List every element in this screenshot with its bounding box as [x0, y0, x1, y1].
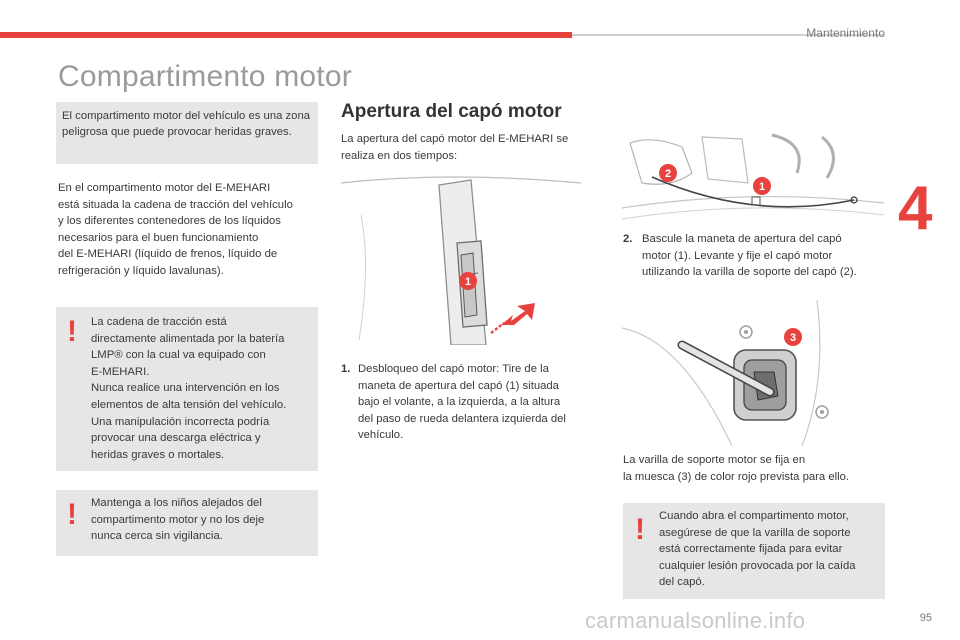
intro-line: del E-MEHARI (líquido de frenos, líquido de — [58, 248, 278, 261]
warning-box-children — [56, 490, 318, 556]
intro-line: refrigeración y líquido lavalunas). — [58, 264, 224, 277]
warning-line: heridas graves o mortales. — [91, 448, 225, 461]
warning-line: del capó. — [659, 576, 705, 589]
step-line: Desbloqueo del capó motor: Tire de la — [358, 363, 549, 375]
warning-line: Cuando abra el compartimento motor, — [659, 510, 849, 522]
figure-hood-support-rod — [622, 133, 884, 225]
hood-support-rod-illustration — [622, 133, 884, 225]
step-line: Bascule la maneta de apertura del capó — [642, 233, 842, 245]
warning-line: está correctamente fijada para evitar — [659, 543, 843, 556]
warning-line: E-MEHARI. — [91, 365, 150, 378]
step-line: motor (1). Levante y fije el capó motor — [642, 249, 833, 262]
warning-line: elementos de alta tensión del vehículo. — [91, 398, 287, 411]
warning-icon: ! — [67, 315, 77, 348]
section-intro-line: realiza en dos tiempos: — [341, 149, 458, 162]
step-line: bajo el volante, a la izquierda, a la altura — [358, 396, 561, 409]
intro-box-text: El compartimento motor del vehículo es una zona peligrosa que puede provocar heridas graves. — [62, 110, 311, 139]
step-line: del paso de rueda delantera izquierda del — [358, 412, 566, 425]
step-1 — [341, 361, 601, 444]
figure-hood-release-lever — [341, 175, 596, 345]
step-1-text — [358, 361, 601, 444]
support-notch-illustration — [622, 300, 884, 446]
warning-text — [91, 495, 313, 545]
step-line: vehículo. — [358, 429, 404, 442]
warning-line: La cadena de tracción está — [91, 316, 227, 328]
warning-line: Mantenga a los niños alejados del — [91, 497, 262, 509]
warning-line: Una manipulación incorrecta podría — [91, 415, 270, 428]
intro-line: En el compartimento motor del E-MEHARI — [58, 182, 271, 194]
warning-line: provocar una descarga eléctrica y — [91, 432, 261, 445]
watermark: carmanualsonline.info — [585, 608, 806, 633]
chapter-number: 4 — [898, 174, 933, 243]
intro-paragraph — [58, 180, 320, 280]
step-2-number: 2. — [623, 233, 633, 245]
pull-arrow-icon — [501, 303, 535, 325]
marker-1-label: 1 — [464, 276, 472, 288]
warning-box-traction — [56, 307, 318, 471]
section-title: Mantenimiento — [806, 26, 885, 40]
warning-box-hood — [623, 503, 885, 599]
page-number: 95 — [919, 612, 932, 624]
warning-line: LMP® con la cual va equipado con — [91, 349, 266, 362]
hood-release-lever-illustration — [341, 175, 596, 345]
step-line: utilizando la varilla de soporte del capó (2). — [642, 266, 857, 279]
intro-line: necesarios para el buen funcionamiento — [58, 231, 259, 244]
marker-2-label: 2 — [664, 168, 672, 180]
step-2 — [623, 231, 885, 281]
step-1-number: 1. — [341, 363, 351, 375]
support-text — [623, 452, 885, 485]
warning-text — [659, 508, 881, 591]
section-intro — [341, 131, 601, 164]
warning-line: directamente alimentada por la batería — [91, 332, 285, 345]
warning-line: asegúrese de que la varilla de soporte — [659, 526, 851, 539]
figure-support-notch — [622, 300, 884, 446]
warning-line: nunca cerca sin vigilancia. — [91, 530, 223, 543]
intro-line: y los diferentes contenedores de los líquidos — [58, 215, 281, 228]
warning-line: compartimento motor y no los deje — [91, 513, 265, 526]
section-intro-line: La apertura del capó motor del E-MEHARI se — [341, 133, 569, 145]
section-heading: Apertura del capó motor — [341, 101, 562, 122]
support-line: la muesca (3) de color rojo prevista para ello. — [623, 470, 850, 483]
step-2-text — [642, 231, 885, 281]
marker-1b-label: 1 — [758, 181, 766, 193]
warning-line: cualquier lesión provocada por la caída — [659, 559, 856, 572]
step-line: maneta de apertura del capó (1) situada — [358, 379, 559, 392]
warning-text — [91, 314, 313, 463]
warning-icon: ! — [67, 498, 77, 531]
support-line: La varilla de soporte motor se fija en — [623, 454, 806, 466]
warning-icon: ! — [635, 513, 645, 546]
intro-line: está situada la cadena de tracción del vehículo — [58, 198, 293, 211]
marker-3-label: 3 — [789, 332, 797, 344]
header-red-bar — [0, 32, 572, 38]
warning-line: Nunca realice una intervención en los — [91, 382, 280, 395]
intro-box — [56, 102, 318, 164]
page-title: Compartimento motor — [58, 60, 352, 93]
